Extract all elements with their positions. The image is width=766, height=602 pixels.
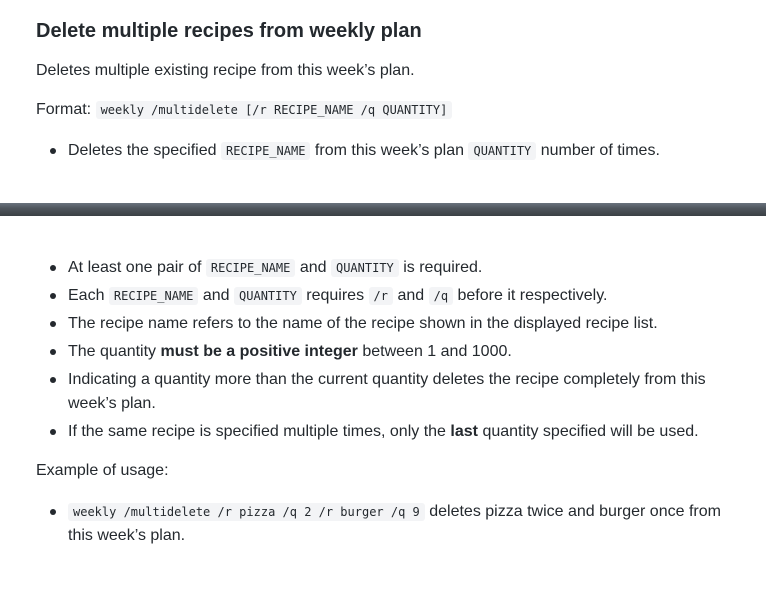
text: quantity specified will be used. — [482, 423, 699, 440]
list-item — [0, 256, 728, 280]
bullet-dot — [50, 321, 56, 327]
text: and — [202, 287, 230, 304]
text: Deletes the specified — [68, 142, 217, 159]
list-item — [0, 340, 728, 364]
code-recipe-name: RECIPE_NAME — [109, 287, 198, 305]
bullet-dot — [50, 429, 56, 435]
emphasis: last — [450, 423, 478, 440]
bullet-dot — [50, 148, 56, 154]
text: The quantity — [68, 343, 157, 360]
bullet-dot — [50, 377, 56, 383]
list-item — [0, 284, 728, 308]
text: deletes pizza twice and burger once from this week’s plan. — [68, 503, 721, 544]
format-line — [36, 98, 452, 122]
format-label: Format: — [36, 101, 92, 118]
top-section — [0, 0, 766, 203]
code-quantity: QUANTITY — [468, 142, 536, 160]
bullet-dot — [50, 293, 56, 299]
text: Indicating a quantity more than the current quantity deletes the recipe completely from this week’s plan. — [68, 371, 706, 412]
text: The recipe name refers to the name of the recipe shown in the displayed recipe list. — [68, 315, 658, 332]
format-bullets — [0, 139, 728, 167]
text: Each — [68, 287, 105, 304]
list-item — [0, 368, 728, 416]
list-item — [0, 312, 728, 336]
code-q-prefix: /q — [429, 287, 453, 305]
text: number of times. — [540, 142, 660, 159]
example-code: weekly /multidelete /r pizza /q 2 /r burger /q 9 — [68, 503, 425, 521]
example-list — [0, 500, 728, 552]
text: At least one pair of — [68, 259, 202, 276]
example-label: Example of usage: — [36, 462, 169, 479]
notes-list — [0, 256, 728, 448]
text: requires — [306, 287, 365, 304]
emphasis: must be a positive integer — [160, 343, 358, 360]
text: from this week’s plan — [314, 142, 465, 159]
code-recipe-name: RECIPE_NAME — [206, 259, 295, 277]
text: before it respectively. — [457, 287, 608, 304]
bullet-dot — [50, 349, 56, 355]
code-quantity: QUANTITY — [234, 287, 302, 305]
code-quantity: QUANTITY — [331, 259, 399, 277]
text: is required. — [403, 259, 483, 276]
text: and — [299, 259, 327, 276]
text: If the same recipe is specified multiple times, only the — [68, 423, 446, 440]
section-description: Deletes multiple existing recipe from this week’s plan. — [36, 62, 415, 79]
text: and — [397, 287, 425, 304]
page-break-divider — [0, 203, 766, 216]
list-item — [0, 420, 728, 444]
code-r-prefix: /r — [369, 287, 393, 305]
bullet-dot — [50, 509, 56, 515]
code-recipe-name: RECIPE_NAME — [221, 142, 310, 160]
bullet-dot — [50, 265, 56, 271]
bottom-section — [0, 216, 766, 602]
format-code: weekly /multidelete [/r RECIPE_NAME /q QUANTITY] — [96, 101, 453, 119]
text: between 1 and 1000. — [362, 343, 512, 360]
list-item — [0, 500, 728, 548]
section-heading: Delete multiple recipes from weekly plan — [36, 20, 422, 42]
list-item — [0, 139, 728, 163]
